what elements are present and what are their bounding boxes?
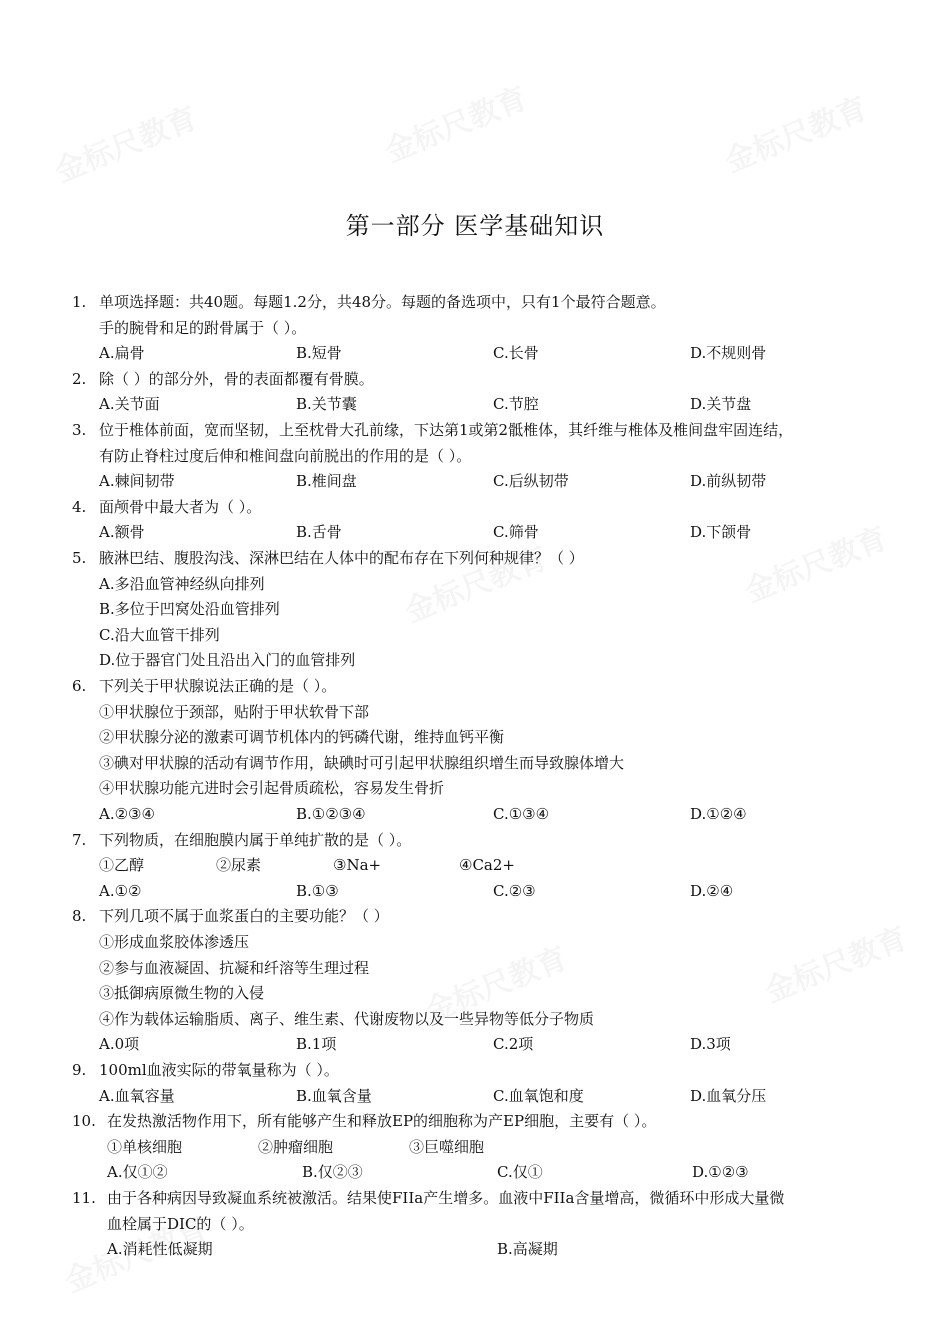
- option-c: C.②③: [493, 881, 536, 900]
- option-d: D.不规则骨: [690, 344, 767, 363]
- option-c: C.仅①: [497, 1163, 543, 1182]
- question-text: 有防止脊柱过度后伸和椎间盘向前脱出的作用的是（ ）。: [99, 446, 472, 465]
- statement-item: ③Na+: [333, 856, 382, 875]
- option-b: B.①③: [296, 881, 339, 900]
- watermark: [377, 74, 533, 171]
- watermark: [717, 84, 873, 181]
- option-d: D.①②③: [692, 1163, 749, 1182]
- question-number: 2.: [72, 369, 87, 388]
- statement-item: ④甲状腺功能亢进时会引起骨质疏松，容易发生骨折: [99, 779, 445, 798]
- question-text: 在发热激活物作用下，所有能够产生和释放EP的细胞称为产EP细胞，主要有（ ）。: [107, 1112, 657, 1131]
- option-b: B.仅②③: [302, 1163, 363, 1182]
- option-a: A.额骨: [99, 523, 145, 542]
- option-a: A.血氧容量: [99, 1086, 175, 1105]
- option-c: C.筛骨: [493, 523, 539, 542]
- question-text: 下列几项不属于血浆蛋白的主要功能？（ ）: [99, 907, 389, 926]
- watermark: [757, 914, 913, 1011]
- option-d: D.②④: [690, 881, 734, 900]
- question-text: 血栓属于DIC的（ ）。: [107, 1214, 254, 1233]
- question-number: 5.: [72, 549, 87, 567]
- option-b: B.高凝期: [497, 1240, 558, 1259]
- option-b: B.短骨: [296, 344, 342, 363]
- question-text: 面颅骨中最大者为（ ）。: [99, 497, 262, 516]
- option-a: A.关节面: [99, 395, 160, 414]
- question-number: 3.: [72, 421, 87, 439]
- option-a: A.0项: [99, 1035, 140, 1054]
- question-text: 100ml血液实际的带氧量称为（ ）。: [99, 1061, 339, 1079]
- statement-item: ①形成血浆胶体渗透压: [99, 933, 250, 951]
- question-text: 腋淋巴结、腹股沟浅、深淋巴结在人体中的配布存在下列何种规律？（ ）: [99, 549, 584, 567]
- option-b: B.1项: [296, 1035, 337, 1054]
- option-b: B.关节囊: [296, 395, 357, 414]
- option-a: A.多沿血管神经纵向排列: [99, 574, 265, 593]
- question-number: 4.: [72, 497, 87, 516]
- statement-item: ②尿素: [216, 856, 262, 875]
- question-number: 6.: [72, 677, 87, 695]
- option-d: D.①②④: [690, 805, 747, 823]
- statement-item: ③巨噬细胞: [409, 1137, 485, 1156]
- option-b: B.舌骨: [296, 523, 342, 542]
- option-c: C.长骨: [493, 344, 539, 363]
- option-c: C.2项: [493, 1035, 534, 1054]
- question-text: 由于各种病因导致凝血系统被激活。结果使FIIa产生增多。血液中FIIa含量增高，微循环中形成大量微: [107, 1189, 785, 1207]
- option-b: B.①②③④: [296, 805, 366, 823]
- page-title: 第一部分 医学基础知识: [345, 212, 605, 240]
- question-text: 单项选择题：共40题。每题1.2分，共48分。每题的备选项中，只有1个最符合题意。: [99, 293, 666, 311]
- option-d: D.3项: [690, 1035, 731, 1054]
- option-b: B.多位于凹窝处沿血管排列: [99, 600, 280, 619]
- statement-item: ①甲状腺位于颈部，贴附于甲状软骨下部: [99, 702, 370, 721]
- option-c: C.后纵韧带: [493, 472, 569, 491]
- option-d: D.关节盘: [690, 395, 752, 414]
- option-d: D.位于器官门处且沿出入门的血管排列: [99, 651, 356, 670]
- option-a: A.消耗性低凝期: [107, 1240, 213, 1259]
- watermark: [47, 94, 203, 191]
- question-text: 手的腕骨和足的跗骨属于（ ）。: [99, 318, 307, 337]
- question-number: 7.: [72, 830, 87, 849]
- option-a: A.仅①②: [107, 1163, 168, 1182]
- question-number: 10.: [72, 1112, 96, 1131]
- question-text: 除（ ）的部分外，骨的表面都覆有骨膜。: [99, 369, 374, 388]
- statement-item: ③碘对甲状腺的活动有调节作用，缺碘时可引起甲状腺组织增生而导致腺体增大: [99, 753, 625, 772]
- statement-item: ③抵御病原微生物的入侵: [99, 984, 265, 1003]
- statement-item: ④Ca2+: [459, 856, 515, 875]
- option-c: C.沿大血管干排列: [99, 625, 220, 644]
- question-text: 下列物质，在细胞膜内属于单纯扩散的是（ ）。: [99, 830, 412, 849]
- option-c: C.①③④: [493, 805, 550, 823]
- question-number: 9.: [72, 1061, 87, 1079]
- statement-item: ②肿瘤细胞: [258, 1137, 334, 1156]
- question-number: 8.: [72, 907, 87, 926]
- option-b: B.椎间盘: [296, 472, 357, 491]
- option-d: D.血氧分压: [690, 1086, 767, 1105]
- statement-item: ④作为载体运输脂质、离子、维生素、代谢废物以及一些异物等低分子物质: [99, 1009, 595, 1028]
- option-d: D.下颌骨: [690, 523, 752, 542]
- option-b: B.血氧含量: [296, 1086, 372, 1105]
- question-number: 11.: [72, 1189, 96, 1207]
- option-c: C.节腔: [493, 395, 539, 414]
- option-a: A.棘间韧带: [99, 472, 175, 491]
- question-text: 下列关于甲状腺说法正确的是（ ）。: [99, 677, 337, 695]
- option-a: A.②③④: [99, 805, 155, 823]
- statement-item: ①单核细胞: [107, 1137, 183, 1156]
- statement-item: ①乙醇: [99, 856, 145, 875]
- option-a: A.①②: [99, 881, 142, 900]
- question-text: 位于椎体前面，宽而坚韧，上至枕骨大孔前缘，下达第1或第2骶椎体，其纤维与椎体及椎间盘牢固连结，: [99, 421, 794, 439]
- option-d: D.前纵韧带: [690, 472, 767, 491]
- statement-item: ②参与血液凝固、抗凝和纤溶等生理过程: [99, 958, 370, 977]
- watermark: [737, 514, 893, 611]
- option-c: C.血氧饱和度: [493, 1086, 584, 1105]
- option-a: A.扁骨: [99, 344, 145, 363]
- statement-item: ②甲状腺分泌的激素可调节机体内的钙磷代谢，维持血钙平衡: [99, 728, 505, 747]
- question-number: 1.: [72, 293, 87, 311]
